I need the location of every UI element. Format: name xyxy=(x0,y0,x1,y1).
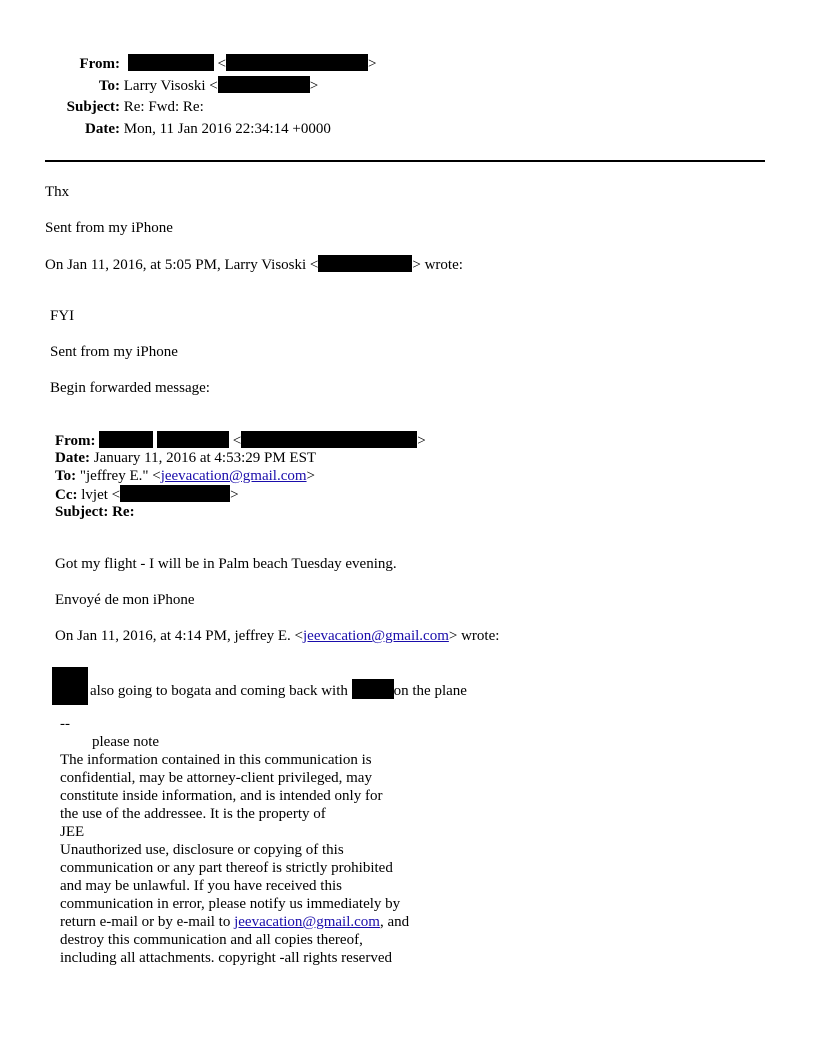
redaction-block xyxy=(226,54,368,71)
fwd-from-row: From: < > xyxy=(55,433,426,449)
fwd-subject-row xyxy=(55,503,135,521)
sig-line: constitute inside information, and is intended only for xyxy=(60,788,383,804)
redaction-block xyxy=(157,431,229,448)
redaction-block xyxy=(210,54,214,71)
header-from-row: From: < > xyxy=(0,54,376,73)
fwd-from-label: From: xyxy=(55,433,96,449)
sig-email-link[interactable]: jeevacation@gmail.com xyxy=(234,914,380,930)
sig-line: confidential, may be attorney-client privileged, may xyxy=(60,770,372,786)
header-to-label: To: xyxy=(98,78,120,94)
reply-intro: On Jan 11, 2016, at 4:14 PM, jeffrey E. <jeevacation@gmail.com> wrote: xyxy=(55,628,500,644)
sig-line: destroy this communication and all copies thereof, xyxy=(60,932,363,948)
reply-intro-email-link[interactable]: jeevacation@gmail.com xyxy=(303,628,449,644)
sig-line: including all attachments. copyright -all rights reserved xyxy=(60,950,392,966)
header-date-label: Date: xyxy=(85,121,120,137)
header-date-row xyxy=(0,120,331,138)
header-subject: Re: Fwd: Re: xyxy=(123,99,204,115)
fwd-subject-label: Subject: xyxy=(55,504,109,520)
reply-line1: Got my flight - I will be in Palm beach Tuesday evening. xyxy=(55,556,397,572)
header-date: Mon, 11 Jan 2016 22:34:14 +0000 xyxy=(123,121,331,137)
fwd-to-label: To: xyxy=(55,468,77,484)
sig-please-note: please note xyxy=(92,734,160,750)
header-from-label: From: xyxy=(79,56,120,72)
sig-dashes: -- xyxy=(60,716,70,732)
redaction-block xyxy=(318,255,412,272)
header-subject-row xyxy=(0,98,204,116)
reply-line2: Envoyé de mon iPhone xyxy=(55,592,195,608)
redaction-block xyxy=(128,54,210,71)
header-divider xyxy=(45,160,765,162)
sig-line: communication or any part thereof is strictly prohibited xyxy=(60,860,393,876)
quote-intro: On Jan 11, 2016, at 5:05 PM, Larry Visoski < > wrote: xyxy=(45,257,463,273)
body-thx: Thx xyxy=(45,184,70,200)
fwd-cc-row: Cc: lvjet < > xyxy=(55,487,239,503)
fwd-to-row: To: "jeffrey E." <jeevacation@gmail.com> xyxy=(55,468,316,484)
redaction-block xyxy=(352,679,394,699)
sig-line: the use of the addressee. It is the property of xyxy=(60,806,326,822)
redaction-block xyxy=(218,76,310,93)
sig-line: communication in error, please notify us immediately by xyxy=(60,896,401,912)
forward-fyi: FYI xyxy=(50,308,75,324)
redaction-block xyxy=(241,431,417,448)
body-sent: Sent from my iPhone xyxy=(45,220,173,236)
header-to-row: To: Larry Visoski < > xyxy=(0,76,318,95)
inner-message: also going to bogata and coming back with on the plane xyxy=(90,679,467,700)
header-to-name: Larry Visoski xyxy=(123,78,206,94)
sig-disclaimer xyxy=(60,751,409,967)
header-subject-label: Subject: xyxy=(66,99,120,115)
redaction-block xyxy=(120,485,230,502)
fwd-date: January 11, 2016 at 4:53:29 PM EST xyxy=(93,450,317,466)
sig-line: Unauthorized use, disclosure or copying of this xyxy=(60,842,344,858)
fwd-date-label: Date: xyxy=(55,450,90,466)
forward-sent: Sent from my iPhone xyxy=(50,344,178,360)
fwd-subject: Re: xyxy=(112,504,135,520)
sig-line: JEE xyxy=(60,824,85,840)
fwd-to-email-link[interactable]: jeevacation@gmail.com xyxy=(160,468,307,484)
fwd-cc-label: Cc: xyxy=(55,487,78,503)
forward-begin: Begin forwarded message: xyxy=(50,380,210,396)
redaction-block xyxy=(99,431,153,448)
sig-line-return: return e-mail or by e-mail to jeevacation@gmail.com, and xyxy=(60,914,410,930)
fwd-date-row xyxy=(55,449,316,467)
sig-line: The information contained in this communication is xyxy=(60,752,372,768)
sig-line: and may be unlawful. If you have received this xyxy=(60,878,342,894)
redaction-block xyxy=(52,667,88,705)
